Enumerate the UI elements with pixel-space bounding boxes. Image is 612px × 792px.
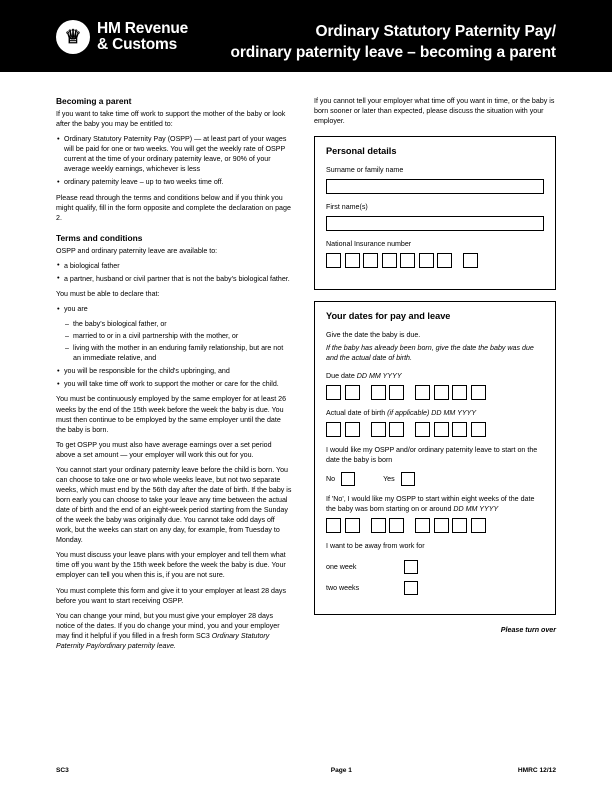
nino-label: National Insurance number xyxy=(326,240,412,249)
earnings-condition-paragraph: To get OSPP you must also have average earnings over a set period above a set amount — your employer will work this out for you. xyxy=(56,440,272,459)
if-no-date-cell[interactable] xyxy=(389,518,404,533)
nino-input-cells[interactable] xyxy=(326,253,544,268)
hmrc-logo-text xyxy=(97,21,188,54)
crown-icon: ♕ xyxy=(56,20,90,54)
hmrc-logo-line2: & Customs xyxy=(97,36,178,53)
declare-list-continued xyxy=(56,366,292,389)
actual-dob-label-text: Actual date of birth xyxy=(326,408,386,417)
actual-dob-cell[interactable] xyxy=(371,422,386,437)
page-body xyxy=(0,72,612,792)
form-code: SC3 xyxy=(56,767,69,774)
change-mind-paragraph xyxy=(56,611,292,651)
nino-cell[interactable] xyxy=(400,253,415,268)
if-no-date-cell[interactable] xyxy=(326,518,341,533)
read-terms-paragraph: Please read through the terms and conditions below and if you think you might qualify, fill in the form opposite and complete the declaration on page 2. xyxy=(56,193,291,222)
document-code: HMRC 12/12 xyxy=(517,767,556,774)
list-item: – the baby's biological father, or xyxy=(65,319,292,329)
actual-dob-cells[interactable] xyxy=(326,422,544,437)
due-date-label xyxy=(326,372,544,382)
due-date-cell[interactable] xyxy=(389,385,404,400)
actual-dob-cell[interactable] xyxy=(434,422,449,437)
nino-cell[interactable] xyxy=(419,253,434,268)
available-to-paragraph: OSPP and ordinary paternity leave are available to: xyxy=(56,246,218,255)
if-no-date-cell[interactable] xyxy=(415,518,430,533)
actual-dob-format: (if applicable) DD MM YYYY xyxy=(387,408,477,417)
due-date-cell[interactable] xyxy=(434,385,449,400)
if-no-date-cell[interactable] xyxy=(371,518,386,533)
hmrc-logo xyxy=(56,20,188,54)
form-title-line1: Ordinary Statutory Paternity Pay/ xyxy=(315,23,556,40)
list-item: • a partner, husband or civil partner that is not the baby's biological father. xyxy=(56,274,292,284)
entitlement-list xyxy=(56,134,292,187)
form-name-italic: Ordinary Statutory Paternity Pay/ordinary paternity leave. xyxy=(56,631,270,650)
if-no-date-cell[interactable] xyxy=(452,518,467,533)
nino-cell[interactable] xyxy=(345,253,360,268)
page-footer xyxy=(56,767,556,774)
terms-and-conditions-heading: Terms and conditions xyxy=(56,232,143,243)
firstname-input[interactable] xyxy=(326,216,544,231)
personal-details-section xyxy=(314,136,556,290)
already-born-instruction: If the baby has already been born, give the date the baby was due and the actual date of birth. xyxy=(326,343,534,362)
actual-dob-cell[interactable] xyxy=(452,422,467,437)
nino-cell[interactable] xyxy=(382,253,397,268)
left-column xyxy=(56,96,292,656)
hmrc-logo-line1: HM Revenue xyxy=(97,19,189,37)
one-week-option[interactable] xyxy=(326,560,418,574)
if-no-date-cell[interactable] xyxy=(345,518,360,533)
list-item: • you will be responsible for the child's upbringing, and xyxy=(56,366,292,376)
if-no-date-cells[interactable] xyxy=(326,518,544,533)
surname-label: Surname or family name xyxy=(326,166,404,175)
if-no-label xyxy=(326,495,544,515)
becoming-a-parent-heading: Becoming a parent xyxy=(56,96,132,106)
actual-dob-cell[interactable] xyxy=(415,422,430,437)
due-date-format: DD MM YYYY xyxy=(356,371,402,380)
start-on-birth-options[interactable] xyxy=(326,472,544,486)
nino-cell[interactable] xyxy=(463,253,478,268)
dates-section xyxy=(314,301,556,615)
notify-employer-paragraph: You must discuss your leave plans with your employer and tell them what time off you want by the 15th week before the week the baby is due. Your employer can tell you when this is, if you are not sure. xyxy=(56,551,286,580)
two-weeks-label: two weeks xyxy=(326,584,360,593)
actual-dob-cell[interactable] xyxy=(345,422,360,437)
list-item: – married to or in a civil partnership with the mother, or xyxy=(65,331,292,341)
if-no-format: DD MM YYYY xyxy=(453,505,499,514)
nino-cell[interactable] xyxy=(437,253,452,268)
available-to-list xyxy=(56,261,292,284)
due-date-label-text: Due date xyxy=(326,371,355,380)
change-mind-text: You can change your mind, but you must give your employer 28 days notice of the dates. If you do change your mind, you and your employer may find it helpful if you filled in a fresh form SC3 xyxy=(56,611,280,640)
no-label: No xyxy=(326,475,336,484)
declare-list xyxy=(56,304,292,314)
right-column xyxy=(314,96,556,634)
leave-timing-paragraph: You cannot start your ordinary paternity leave before the child is born. You can choose to take one or two whole weeks leave, but not two separate weeks, which must end by the 56th day after the date of birth. If the baby is born early you can choose to take your leave any time between the actual date of birth and the end of an eight-week period starting from the Sunday of the week the baby was originally due. You cannot take odd days off work, but the weeks can start on any day, for example, from Tuesday to Monday. xyxy=(56,465,292,545)
if-no-date-cell[interactable] xyxy=(471,518,486,533)
personal-details-heading: Personal details xyxy=(326,146,397,157)
no-checkbox[interactable] xyxy=(341,472,355,486)
declare-paragraph: You must be able to declare that: xyxy=(56,289,160,298)
yes-checkbox[interactable] xyxy=(401,472,415,486)
list-item: • you are xyxy=(56,304,292,314)
one-week-label: one week xyxy=(326,563,357,572)
two-weeks-option[interactable] xyxy=(326,581,418,595)
list-item: • a biological father xyxy=(56,261,292,271)
due-date-cell[interactable] xyxy=(452,385,467,400)
actual-dob-cell[interactable] xyxy=(389,422,404,437)
dates-heading: Your dates for pay and leave xyxy=(326,310,451,321)
list-item: • you will take time off work to support the mother or care for the child. xyxy=(56,379,292,389)
two-weeks-checkbox[interactable] xyxy=(404,581,418,595)
if-no-date-cell[interactable] xyxy=(434,518,449,533)
due-date-cell[interactable] xyxy=(326,385,341,400)
nino-cell[interactable] xyxy=(363,253,378,268)
if-no-label-text: If 'No', I would like my OSPP to start within eight weeks of the date the baby was born starting on or around xyxy=(326,495,535,514)
actual-dob-cell[interactable] xyxy=(471,422,486,437)
due-date-cell[interactable] xyxy=(371,385,386,400)
firstname-label: First name(s) xyxy=(326,203,368,212)
surname-input[interactable] xyxy=(326,179,544,194)
away-from-work-label: I want to be away from work for xyxy=(326,542,425,551)
due-date-cell[interactable] xyxy=(345,385,360,400)
cannot-tell-employer-paragraph: If you cannot tell your employer what time off you want in time, or the baby is born sooner or later than expected, please discuss the situation with your employer. xyxy=(314,97,555,126)
form-title-line2: ordinary paternity leave – becoming a parent xyxy=(230,43,556,61)
page-number: Page 1 xyxy=(330,767,352,774)
one-week-checkbox[interactable] xyxy=(404,560,418,574)
employment-condition-paragraph: You must be continuously employed by the same employer for at least 26 weeks by the end of the 15th week before the week the baby is due. You must then continue to be employed by the same employer until the date the baby is born. xyxy=(56,395,287,434)
start-on-birth-label: I would like my OSPP and/or ordinary paternity leave to start on the date the baby is born xyxy=(326,445,538,464)
due-date-cell[interactable] xyxy=(415,385,430,400)
due-date-cell[interactable] xyxy=(471,385,486,400)
actual-dob-cell[interactable] xyxy=(326,422,341,437)
list-item: • ordinary paternity leave – up to two weeks time off. xyxy=(56,177,292,187)
page-header xyxy=(0,0,612,72)
turn-over-note: Please turn over xyxy=(500,626,556,635)
yes-label: Yes xyxy=(383,475,395,484)
declare-sublist xyxy=(56,319,292,363)
form-title xyxy=(226,22,556,64)
list-item: – living with the mother in an enduring family relationship, but are not an immediate relative, and xyxy=(65,343,292,363)
due-date-cells[interactable] xyxy=(326,385,544,400)
nino-cell[interactable] xyxy=(326,253,341,268)
actual-dob-label xyxy=(326,409,544,419)
list-item: • Ordinary Statutory Paternity Pay (OSPP) — at least part of your wages will be paid for one or two weeks. You will get the weekly rate of OSPP current at the time of your ordinary paternity leave, or 90% of your average weekly earnings, whichever is less xyxy=(56,134,292,174)
intro-paragraph: If you want to take time off work to support the mother of the baby or look after the baby you may be entitled to: xyxy=(56,110,286,129)
due-date-instruction: Give the date the baby is due. xyxy=(326,331,421,340)
form-deadline-paragraph: You must complete this form and give it to your employer at least 28 days before you want to start receiving OSPP. xyxy=(56,586,287,605)
